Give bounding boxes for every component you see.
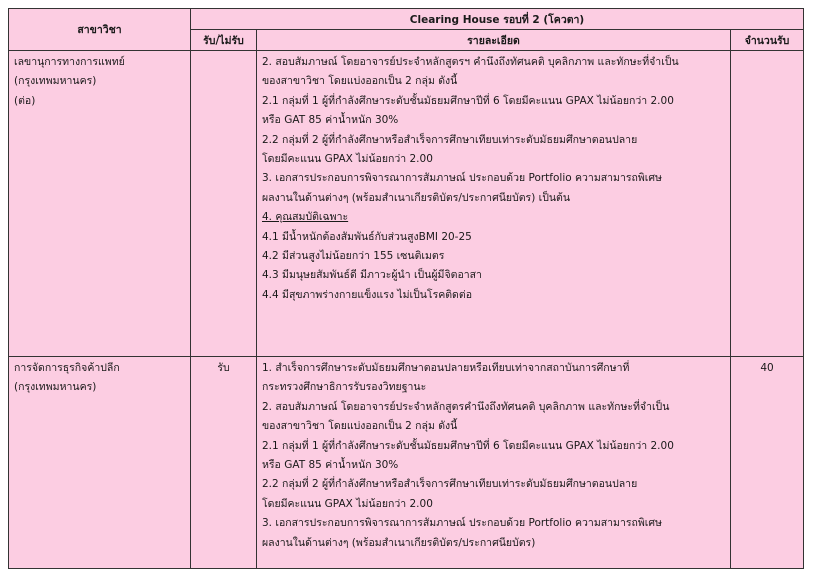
detail-line: 4.4 มีสุขภาพร่างกายแข็งแรง ไม่เป็นโรคติดต่อ <box>262 288 472 301</box>
accept-cell: รับ <box>191 357 257 569</box>
detail-line: ของสาขาวิชา โดยแบ่งออกเป็น 2 กลุ่ม ดังนี้ <box>262 75 458 88</box>
detail-line: 2.1 กลุ่มที่ 1 ผู้ที่กำลังศึกษาระดับชั้นมัธยมศึกษาปีที่ 6 โดยมีคะแนน GPAX ไม่น้อยกว่า 2.00 <box>262 94 674 107</box>
detail-line: 1. สำเร็จการศึกษาระดับมัธยมศึกษาตอนปลายหรือเทียบเท่าจากสถาบันการศึกษาที่ <box>262 362 630 374</box>
subject-cell <box>9 51 191 357</box>
table-row <box>9 357 804 569</box>
header-details: รายละเอียด <box>257 30 731 51</box>
table-header <box>9 9 804 51</box>
detail-line: 2.1 กลุ่มที่ 1 ผู้ที่กำลังศึกษาระดับชั้นมัธยมศึกษาปีที่ 6 โดยมีคะแนน GPAX ไม่น้อยกว่า 2.00 <box>262 439 674 452</box>
subject-name: การจัดการธุรกิจค้าปลีก <box>14 362 120 374</box>
detail-line: โดยมีคะแนน GPAX ไม่น้อยกว่า 2.00 <box>262 153 433 166</box>
subject-location: (กรุงเทพมหานคร) <box>14 381 97 394</box>
quota-cell: 40 <box>731 357 804 569</box>
details-cell <box>257 51 731 357</box>
table-row <box>9 51 804 357</box>
detail-line: 4.3 มีมนุษยสัมพันธ์ดี มีภาวะผู้นำ เป็นผู้มีจิตอาสา <box>262 269 482 282</box>
subject-continued: (ต่อ) <box>14 94 36 107</box>
detail-line: 3. เอกสารประกอบการพิจารณาการสัมภาษณ์ ประกอบด้วย Portfolio ความสามารถพิเศษ <box>262 172 662 185</box>
detail-heading-qualifications: 4. คุณสมบัติเฉพาะ <box>262 211 349 224</box>
document-page <box>8 8 804 569</box>
admission-table <box>8 8 804 569</box>
detail-line: 2. สอบสัมภาษณ์ โดยอาจารย์ประจำหลักสูตรฯ คำนึงถึงทัศนคติ บุคลิกภาพ และทักษะที่จำเป็น <box>262 56 679 68</box>
header-subject: สาขาวิชา <box>9 9 191 51</box>
detail-line: หรือ GAT 85 ค่าน้ำหนัก 30% <box>262 459 399 472</box>
detail-line: ผลงานในด้านต่างๆ (พร้อมสำเนาเกียรติบัตร/ประกาศนียบัตร) <box>262 536 536 549</box>
detail-line: โดยมีคะแนน GPAX ไม่น้อยกว่า 2.00 <box>262 497 433 510</box>
header-quota: จำนวนรับ <box>731 30 804 51</box>
detail-line: 3. เอกสารประกอบการพิจารณาการสัมภาษณ์ ประกอบด้วย Portfolio ความสามารถพิเศษ <box>262 517 662 530</box>
header-round: Clearing House รอบที่ 2 (โควตา) <box>191 9 804 30</box>
detail-line: กระทรวงศึกษาธิการรับรองวิทยฐานะ <box>262 381 427 394</box>
details-cell <box>257 357 731 569</box>
accept-cell <box>191 51 257 357</box>
subject-name: เลขานุการทางการแพทย์ <box>14 56 125 68</box>
detail-line: ผลงานในด้านต่างๆ (พร้อมสำเนาเกียรติบัตร/ประกาศนียบัตร) เป็นต้น <box>262 191 571 204</box>
quota-cell <box>731 51 804 357</box>
detail-line: 2.2 กลุ่มที่ 2 ผู้ที่กำลังศึกษาหรือสำเร็จการศึกษาเทียบเท่าระดับมัธยมศึกษาตอนปลาย <box>262 133 638 146</box>
detail-line: 4.2 มีส่วนสูงไม่น้อยกว่า 155 เซนติเมตร <box>262 250 445 263</box>
header-accept: รับ/ไม่รับ <box>191 30 257 51</box>
detail-line: 2.2 กลุ่มที่ 2 ผู้ที่กำลังศึกษาหรือสำเร็จการศึกษาเทียบเท่าระดับมัธยมศึกษาตอนปลาย <box>262 478 638 491</box>
subject-location: (กรุงเทพมหานคร) <box>14 75 97 88</box>
detail-line: 4.1 มีน้ำหนักต้องสัมพันธ์กับส่วนสูงBMI 20-25 <box>262 230 472 243</box>
subject-cell <box>9 357 191 569</box>
detail-line: 2. สอบสัมภาษณ์ โดยอาจารย์ประจำหลักสูตรคำนึงถึงทัศนคติ บุคลิกภาพ และทักษะที่จำเป็น <box>262 400 670 413</box>
detail-line: หรือ GAT 85 ค่าน้ำหนัก 30% <box>262 114 399 127</box>
detail-line: ของสาขาวิชา โดยแบ่งออกเป็น 2 กลุ่ม ดังนี้ <box>262 420 458 433</box>
